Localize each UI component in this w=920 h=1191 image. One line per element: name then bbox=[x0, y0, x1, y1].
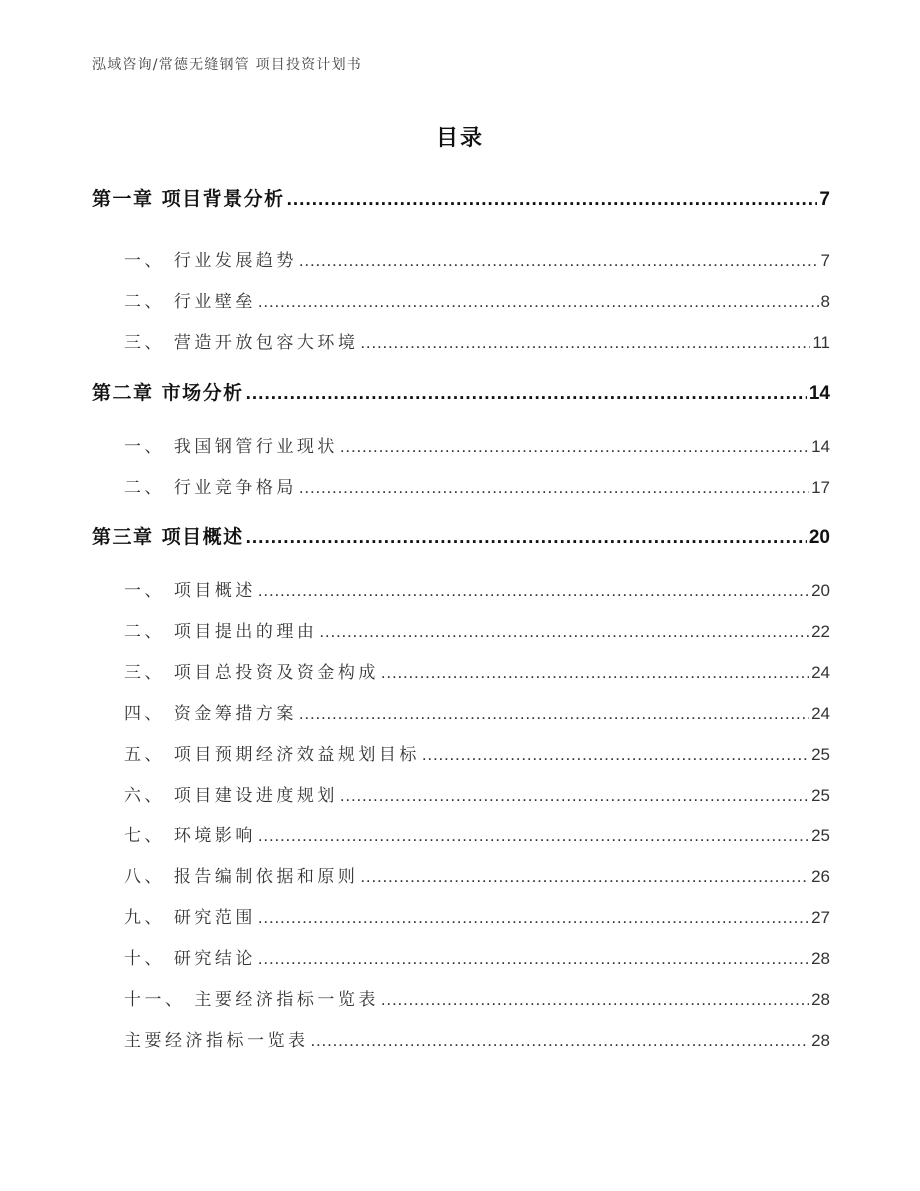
toc-page-number: 25 bbox=[811, 826, 830, 845]
toc-entry-section[interactable] bbox=[124, 903, 830, 928]
toc-entry-chapter-3[interactable] bbox=[92, 522, 830, 549]
toc-page-number: 28 bbox=[811, 1031, 830, 1050]
toc-entry-section[interactable] bbox=[124, 328, 830, 353]
toc-page-number: 28 bbox=[811, 990, 830, 1009]
toc-entry-section[interactable] bbox=[124, 246, 830, 271]
toc-entry-section[interactable] bbox=[124, 432, 830, 457]
toc-entry-label: 九、 研究范围 bbox=[124, 908, 256, 928]
toc-dot-leader bbox=[381, 663, 809, 683]
toc-dot-leader bbox=[422, 745, 809, 765]
toc-dot-leader bbox=[381, 990, 809, 1010]
toc-dot-leader bbox=[299, 704, 809, 724]
toc-entry-label: 一、 行业发展趋势 bbox=[124, 251, 297, 271]
toc-entry-label: 二、 行业竞争格局 bbox=[124, 478, 297, 498]
toc-entry-label: 四、 资金筹措方案 bbox=[124, 704, 297, 724]
toc-dot-leader bbox=[360, 867, 809, 887]
toc-page-number: 20 bbox=[808, 527, 830, 548]
toc-entry-section[interactable] bbox=[124, 985, 830, 1010]
toc-entry-section[interactable] bbox=[124, 862, 830, 887]
toc-page-number: 11 bbox=[812, 333, 830, 352]
toc-page-number: 17 bbox=[811, 478, 830, 497]
toc-page-number: 25 bbox=[811, 786, 830, 805]
toc-entry-label: 七、 环境影响 bbox=[124, 826, 256, 846]
toc-entry-section[interactable] bbox=[124, 821, 830, 846]
toc-entry-label: 一、 项目概述 bbox=[124, 581, 256, 601]
toc-page-number: 25 bbox=[811, 745, 830, 764]
toc-page-number: 22 bbox=[811, 622, 830, 641]
toc-entry-section[interactable] bbox=[124, 473, 830, 498]
toc-page-number: 14 bbox=[808, 383, 830, 404]
toc-page-number: 8 bbox=[820, 292, 830, 311]
toc-page-number: 20 bbox=[811, 581, 830, 600]
toc-page-number: 24 bbox=[811, 704, 830, 723]
toc-dot-leader bbox=[258, 949, 809, 969]
toc-entry-label: 第三章 项目概述 bbox=[92, 526, 244, 548]
toc-dot-leader bbox=[299, 251, 819, 271]
toc-entry-label: 十、 研究结论 bbox=[124, 949, 256, 969]
toc-dot-leader bbox=[360, 333, 810, 353]
toc-dot-leader bbox=[287, 188, 818, 211]
toc-entry-chapter-2[interactable] bbox=[92, 378, 830, 405]
toc-page-number: 7 bbox=[820, 251, 830, 270]
toc-entry-section[interactable] bbox=[124, 617, 830, 642]
toc-entry-label: 主要经济指标一览表 bbox=[124, 1031, 309, 1051]
toc-dot-leader bbox=[258, 292, 819, 312]
toc-entry-label: 八、 报告编制依据和原则 bbox=[124, 867, 359, 887]
toc-entry-section[interactable] bbox=[124, 944, 830, 969]
toc-entry-chapter-1[interactable] bbox=[92, 184, 830, 211]
toc-dot-leader bbox=[319, 622, 809, 642]
toc-page-number: 28 bbox=[811, 949, 830, 968]
toc-dot-leader bbox=[340, 437, 809, 457]
toc-dot-leader bbox=[258, 581, 809, 601]
toc-dot-leader bbox=[258, 826, 809, 846]
toc-entry-label: 一、 我国钢管行业现状 bbox=[124, 437, 338, 457]
toc-dot-leader bbox=[299, 478, 809, 498]
toc-entry-section[interactable] bbox=[124, 576, 830, 601]
toc-page-number: 7 bbox=[819, 189, 830, 210]
toc-entry-label: 第二章 市场分析 bbox=[92, 382, 244, 404]
toc-entry-label: 十一、 主要经济指标一览表 bbox=[124, 990, 379, 1010]
toc-entry-section[interactable] bbox=[124, 740, 830, 765]
toc-entry-section[interactable] bbox=[124, 699, 830, 724]
toc-page-number: 27 bbox=[811, 908, 830, 927]
toc-dot-leader bbox=[340, 786, 809, 806]
toc-entry-label: 二、 行业壁垒 bbox=[124, 292, 256, 312]
toc-dot-leader bbox=[258, 908, 809, 928]
toc-entry-label: 三、 项目总投资及资金构成 bbox=[124, 663, 379, 683]
toc-entry-label: 二、 项目提出的理由 bbox=[124, 622, 318, 642]
toc-entry-section[interactable] bbox=[124, 658, 830, 683]
toc-entry-section[interactable] bbox=[124, 781, 830, 806]
toc-title: 目录 bbox=[435, 126, 484, 151]
toc-entry-label: 六、 项目建设进度规划 bbox=[124, 786, 338, 806]
toc-entry-label: 五、 项目预期经济效益规划目标 bbox=[124, 745, 420, 765]
toc-dot-leader bbox=[246, 382, 807, 405]
toc-entry-label: 第一章 项目背景分析 bbox=[92, 188, 285, 210]
toc-page-number: 24 bbox=[811, 663, 830, 682]
toc-entry-section[interactable] bbox=[124, 1026, 830, 1051]
toc-dot-leader bbox=[311, 1031, 810, 1051]
toc-page-number: 26 bbox=[811, 867, 830, 886]
toc-entry-label: 三、 营造开放包容大环境 bbox=[124, 333, 359, 353]
toc-dot-leader bbox=[246, 526, 807, 549]
toc-entry-section[interactable] bbox=[124, 287, 830, 312]
page-header: 泓域咨询/常德无缝钢管 项目投资计划书 bbox=[92, 57, 362, 73]
toc-page-number: 14 bbox=[811, 437, 830, 456]
